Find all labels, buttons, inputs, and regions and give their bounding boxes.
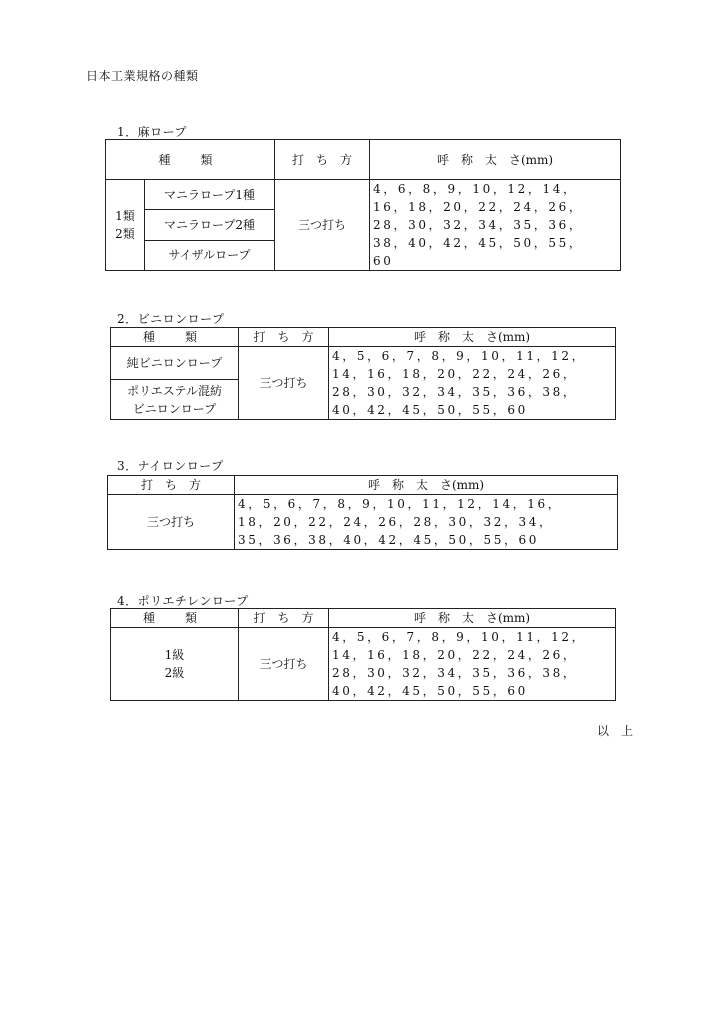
size-line: 18，20，22，24，26，28，30，32，34，	[238, 515, 554, 529]
header-method: 打 ち 方	[275, 140, 370, 180]
size-line: 38，40，42，45，50，55，	[373, 236, 584, 250]
grade-1: 1級	[164, 648, 185, 662]
method-cell: 三つ打ち	[108, 495, 235, 550]
size-line: 14，16，18，20，22，24，26，	[332, 648, 578, 662]
section-1-table	[105, 139, 621, 271]
header-kind: 種 類	[106, 140, 275, 180]
method-cell: 三つ打ち	[239, 628, 329, 701]
section-2-table	[110, 327, 616, 420]
kind-manila-1: マニラロープ1種	[145, 180, 275, 210]
size-line: 60	[373, 254, 394, 268]
kind-manila-2: マニラロープ2種	[145, 210, 275, 240]
header-sizes: 呼 称 太 さ(mm)	[235, 476, 618, 495]
kind-pure-vinylon: 純ビニロンロープ	[111, 347, 239, 380]
kind-line: ポリエステル混紡	[127, 383, 222, 398]
sizes-cell	[235, 495, 618, 550]
header-sizes: 呼 称 太 さ(mm)	[329, 609, 616, 628]
section-4-heading: 4．ポリエチレンロープ	[117, 594, 249, 608]
size-line: 28，30，32，34，35，36，38，	[332, 666, 578, 680]
size-line: 40，42，45，50，55，60	[332, 684, 528, 698]
document-title: 日本工業規格の種類	[86, 69, 199, 83]
header-sizes: 呼 称 太 さ(mm)	[370, 140, 621, 180]
header-kind: 種 類	[111, 609, 239, 628]
header-sizes: 呼 称 太 さ(mm)	[329, 328, 616, 347]
grade-cell	[106, 180, 145, 271]
sizes-cell	[329, 628, 616, 701]
grade-cell	[111, 628, 239, 701]
size-line: 28，30，32，34，35，36，	[373, 218, 584, 232]
method-cell: 三つ打ち	[275, 180, 370, 271]
section-4-table	[110, 608, 616, 701]
grade-2: 2類	[115, 227, 135, 241]
grade-1: 1類	[115, 209, 135, 223]
closing-mark: 以上	[597, 724, 646, 738]
section-3-heading: 3．ナイロンロープ	[117, 459, 224, 473]
size-line: 4，5，6，7，8，9，10，11，12，	[332, 630, 587, 644]
kind-line: ビニロンロープ	[132, 401, 217, 416]
grade-2: 2級	[164, 666, 185, 680]
header-kind: 種 類	[111, 328, 239, 347]
section-3-table	[107, 475, 618, 550]
header-method: 打 ち 方	[239, 609, 329, 628]
size-line: 4，6，8，9，10，12，14，	[373, 182, 578, 196]
size-line: 40，42，45，50，55，60	[332, 403, 528, 417]
kind-sisal: サイザルロープ	[145, 240, 275, 270]
section-1-heading: 1．麻ロープ	[117, 125, 188, 139]
sizes-cell	[329, 347, 616, 420]
sizes-cell	[370, 180, 621, 271]
size-line: 35，36，38，40，42，45，50，55，60	[238, 533, 540, 547]
header-method: 打 ち 方	[108, 476, 235, 495]
size-line: 4，5，6，7，8，9，10，11，12，	[332, 349, 587, 363]
size-line: 14，16，18，20，22，24，26，	[332, 367, 578, 381]
size-line: 4，5，6，7，8，9，10，11，12，14，16，	[238, 497, 563, 511]
size-line: 16，18，20，22，24，26，	[373, 200, 584, 214]
method-cell: 三つ打ち	[239, 347, 329, 420]
header-method: 打 ち 方	[239, 328, 329, 347]
section-2-heading: 2．ビニロンロープ	[117, 312, 225, 326]
size-line: 28，30，32，34，35，36，38，	[332, 385, 578, 399]
kind-polyester-blend	[111, 380, 239, 420]
